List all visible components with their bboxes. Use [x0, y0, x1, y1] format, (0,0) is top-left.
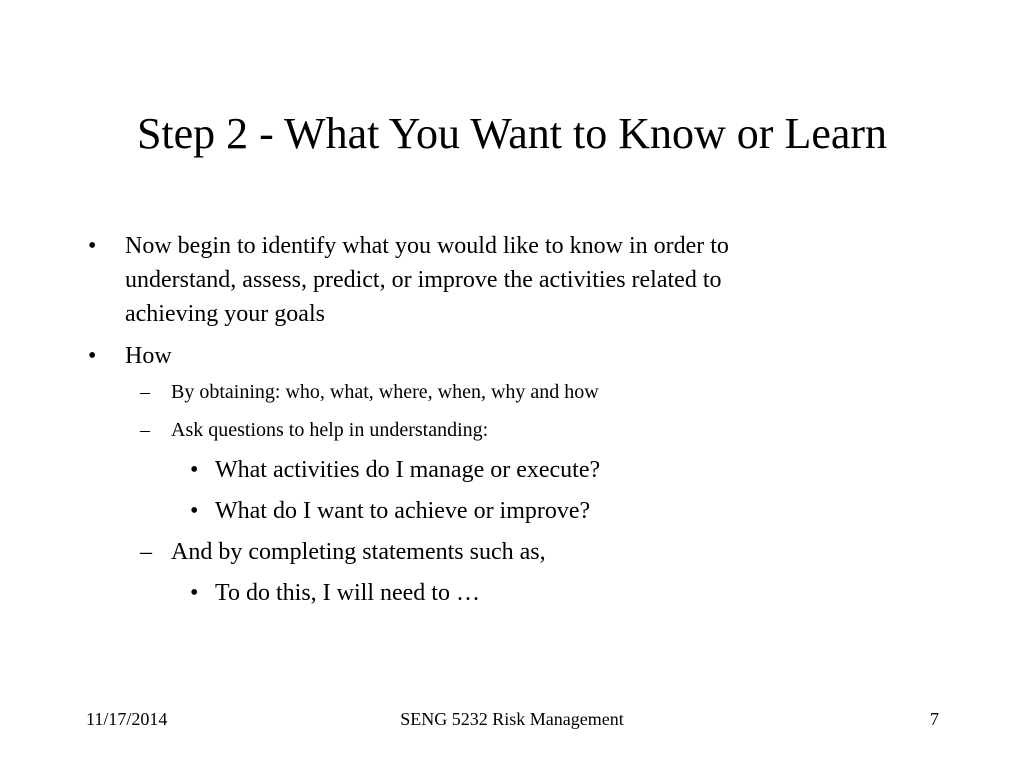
sub-bullet-3-text: And by completing statements such as,: [171, 539, 546, 565]
bullet-1-line-3: achieving your goals: [125, 301, 325, 327]
footer-course-title: SENG 5232 Risk Management: [400, 709, 624, 729]
bullet-2-text: How: [125, 343, 172, 369]
sub-bullet-dash: –: [140, 381, 150, 403]
sub-sub-bullet-marker: •: [190, 457, 199, 483]
sub-bullet-dash: –: [140, 539, 152, 565]
bullet-marker: •: [88, 343, 97, 369]
sub-sub-bullet-marker: •: [190, 498, 199, 524]
sub-sub-bullet-marker: •: [190, 580, 199, 606]
sub-sub-bullet-1-text: What activities do I manage or execute?: [215, 457, 601, 483]
footer-page-number: 7: [930, 709, 939, 729]
sub-bullet-dash: –: [140, 419, 150, 441]
slide-title: Step 2 - What You Want to Know or Learn: [136, 109, 888, 158]
sub-sub-bullet-3-text: To do this, I will need to …: [215, 580, 480, 606]
bullet-1-line-1: Now begin to identify what you would like to know in order to: [125, 233, 729, 259]
sub-sub-bullet-2-text: What do I want to achieve or improve?: [215, 498, 591, 524]
sub-bullet-2-text: Ask questions to help in understanding:: [171, 419, 489, 441]
bullet-1-line-2: understand, assess, predict, or improve the activities related to: [125, 267, 722, 293]
bullet-marker: •: [88, 233, 97, 259]
sub-bullet-1-text: By obtaining: who, what, where, when, why and how: [171, 381, 599, 403]
footer-date: 11/17/2014: [86, 709, 168, 729]
